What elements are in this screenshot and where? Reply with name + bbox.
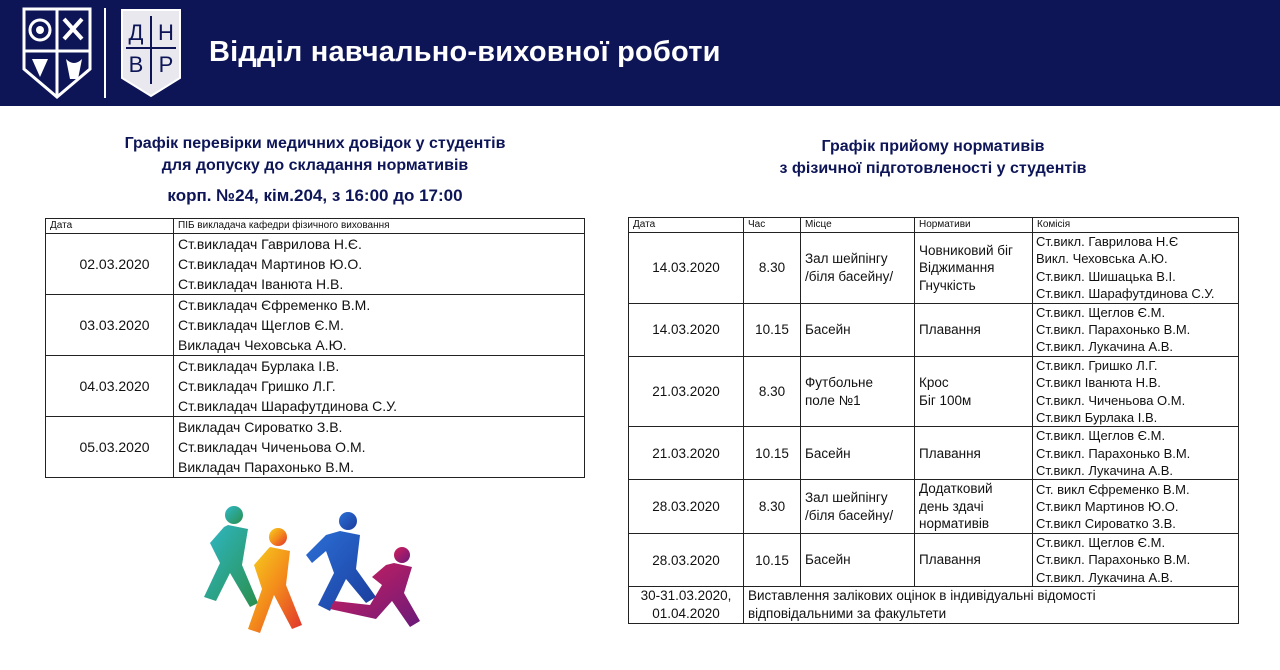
teacher-name: Ст.викладач Єфременко В.М. — [178, 297, 371, 313]
page-header — [0, 0, 1280, 106]
row-time: 8.30 — [744, 233, 801, 304]
left-section-heading — [45, 133, 585, 207]
row-commission — [1033, 356, 1239, 427]
runner-orange-icon — [248, 528, 302, 633]
row-date: 14.03.2020 — [629, 303, 744, 356]
location-info: корп. №24, кім.204, з 16:00 до 17:00 — [167, 186, 463, 205]
norm-line: нормативів — [919, 516, 990, 532]
commission-member: Ст.викл. Щеглов Є.М. — [1036, 428, 1166, 444]
teacher-name: Викладач Сироватко З.В. — [178, 419, 343, 435]
teacher-name: Ст.викладач Чиченьова О.М. — [178, 439, 366, 455]
row-norms — [915, 303, 1033, 356]
commission-member: Ст.викл. Чиченьова О.М. — [1036, 392, 1186, 408]
row-teachers — [174, 356, 585, 417]
row-commission — [1033, 233, 1239, 304]
page-title: Відділ навчально-виховної роботи — [209, 36, 721, 68]
norm-line: Човниковий біг — [919, 242, 1013, 258]
header-divider — [104, 8, 106, 98]
table-row — [629, 356, 1239, 427]
commission-member: Ст.викл. Шарафутдинова С.У. — [1036, 286, 1215, 302]
final-text-line: Виставлення залікових оцінок в індивідуальні відомості — [748, 588, 1096, 604]
place-line: Басейн — [805, 321, 851, 337]
commission-member: Викл. Чеховська А.Ю. — [1036, 251, 1168, 267]
column-header-time: Час — [744, 218, 801, 233]
row-commission — [1033, 303, 1239, 356]
commission-member: Ст.викл. Парахонько В.М. — [1036, 552, 1191, 568]
teacher-name: Ст.викладач Бурлака І.В. — [178, 358, 340, 374]
norm-line: Крос — [919, 375, 949, 391]
commission-member: Ст.викл Іванюта Н.В. — [1036, 375, 1161, 391]
row-place — [801, 480, 915, 534]
table-row — [629, 233, 1239, 304]
table-row — [629, 533, 1239, 586]
table-header-row — [46, 219, 585, 234]
row-date: 03.03.2020 — [46, 295, 174, 356]
row-date: 28.03.2020 — [629, 533, 744, 586]
teacher-name: Викладач Парахонько В.М. — [178, 459, 355, 475]
row-date: 04.03.2020 — [46, 356, 174, 417]
row-norms — [915, 533, 1033, 586]
commission-member: Ст. викл Єфременко В.М. — [1036, 481, 1190, 497]
row-date: 02.03.2020 — [46, 234, 174, 295]
norm-line: день здачі — [919, 498, 984, 514]
place-line: Зал шейпінгу — [805, 490, 888, 506]
row-place — [801, 233, 915, 304]
column-header-commission: Комісія — [1033, 218, 1239, 233]
left-title-line-1: Графік перевірки медичних довідок у студентів — [124, 135, 506, 152]
row-norms — [915, 356, 1033, 427]
column-header-teacher: ПІБ викладача кафедри фізичного виховання — [174, 219, 585, 234]
norm-line: Віджимання — [919, 260, 995, 276]
row-commission — [1033, 533, 1239, 586]
commission-member: Ст.викл Бурлака І.В. — [1036, 409, 1158, 425]
runner-green-icon — [204, 506, 258, 607]
final-row-dates — [629, 587, 744, 624]
teacher-name: Ст.викладач Мартинов Ю.О. — [178, 256, 363, 272]
table-row-final — [629, 587, 1239, 624]
row-date: 05.03.2020 — [46, 417, 174, 478]
medical-check-table — [45, 218, 585, 478]
table-row — [629, 480, 1239, 534]
row-teachers — [174, 417, 585, 478]
norm-line: Плавання — [919, 552, 981, 568]
commission-member: Ст.викл. Шишацька В.І. — [1036, 268, 1176, 284]
row-commission — [1033, 480, 1239, 534]
final-date-line: 01.04.2020 — [652, 606, 720, 622]
row-time: 10.15 — [744, 303, 801, 356]
commission-member: Ст.викл. Гаврилова Н.Є — [1036, 234, 1179, 249]
commission-member: Ст.викл. Парахонько В.М. — [1036, 445, 1191, 461]
row-norms — [915, 233, 1033, 304]
row-teachers — [174, 295, 585, 356]
commission-member: Ст.викл. Парахонько В.М. — [1036, 321, 1191, 337]
commission-member: Ст.викл Мартинов Ю.О. — [1036, 499, 1179, 515]
dnvr-logo — [118, 8, 184, 98]
row-time: 8.30 — [744, 480, 801, 534]
place-line: поле №1 — [805, 392, 861, 408]
column-header-place: Місце — [801, 218, 915, 233]
runner-blue-icon — [306, 512, 376, 611]
row-place — [801, 533, 915, 586]
row-place — [801, 356, 915, 427]
column-header-date: Дата — [46, 219, 174, 234]
row-time: 8.30 — [744, 356, 801, 427]
norm-line: Плавання — [919, 445, 981, 461]
row-commission — [1033, 427, 1239, 480]
logo-letter-3: В — [128, 52, 144, 77]
teacher-name: Викладач Чеховська А.Ю. — [178, 337, 347, 353]
row-time: 10.15 — [744, 533, 801, 586]
row-place — [801, 427, 915, 480]
row-date: 28.03.2020 — [629, 480, 744, 534]
runners-illustration — [190, 493, 438, 653]
row-time: 10.15 — [744, 427, 801, 480]
table-row — [46, 295, 585, 356]
teacher-name: Ст.викладач Гришко Л.Г. — [178, 378, 336, 394]
place-line: Футбольне — [805, 375, 874, 391]
commission-member: Ст.викл. Лукачина А.В. — [1036, 463, 1174, 479]
teacher-name: Ст.викладач Щеглов Є.М. — [178, 317, 344, 333]
commission-member: Ст.викл. Лукачина А.В. — [1036, 569, 1174, 585]
commission-member: Ст.викл. Лукачина А.В. — [1036, 339, 1174, 355]
final-date-line: 30-31.03.2020, — [640, 588, 732, 604]
right-section-heading — [628, 136, 1238, 180]
table-row — [629, 427, 1239, 480]
row-date: 14.03.2020 — [629, 233, 744, 304]
university-logo-icon — [22, 7, 92, 99]
right-title-line-2: з фізичної підготовленості у студентів — [779, 160, 1087, 177]
norm-line: Додатковий — [919, 481, 993, 497]
row-date: 21.03.2020 — [629, 356, 744, 427]
norm-line: Плавання — [919, 321, 981, 337]
commission-member: Ст.викл. Щеглов Є.М. — [1036, 534, 1166, 550]
row-place — [801, 303, 915, 356]
logo-letter-2: Н — [158, 20, 174, 45]
table-row — [46, 356, 585, 417]
table-row — [46, 234, 585, 295]
commission-member: Ст.викл. Гришко Л.Г. — [1036, 357, 1158, 373]
logo-letter-4: Р — [158, 52, 174, 77]
place-line: /біля басейну/ — [805, 507, 894, 523]
table-header-row — [629, 218, 1239, 233]
row-norms — [915, 480, 1033, 534]
logo-letter-1: Д — [128, 20, 144, 45]
final-row-text — [744, 587, 1239, 624]
norms-schedule-table — [628, 217, 1239, 624]
norm-line: Гнучкість — [919, 277, 976, 293]
table-row — [46, 417, 585, 478]
place-line: Басейн — [805, 552, 851, 568]
teacher-name: Ст.викладач Гаврилова Н.Є. — [178, 236, 362, 252]
final-text-line: відповідальними за факультети — [748, 606, 947, 622]
place-line: /біля басейну/ — [805, 268, 894, 284]
commission-member: Ст.викл. Щеглов Є.М. — [1036, 304, 1166, 320]
row-teachers — [174, 234, 585, 295]
commission-member: Ст.викл Сироватко З.В. — [1036, 516, 1176, 532]
column-header-norms: Нормативи — [915, 218, 1033, 233]
teacher-name: Ст.викладач Шарафутдинова С.У. — [178, 398, 398, 414]
column-header-date: Дата — [629, 218, 744, 233]
place-line: Зал шейпінгу — [805, 251, 888, 267]
row-norms — [915, 427, 1033, 480]
table-row — [629, 303, 1239, 356]
place-line: Басейн — [805, 445, 851, 461]
left-title-line-2: для допуску до складання нормативів — [161, 157, 469, 174]
row-date: 21.03.2020 — [629, 427, 744, 480]
norm-line: Біг 100м — [919, 392, 972, 408]
right-title-line-1: Графік прийому нормативів — [821, 138, 1045, 155]
teacher-name: Ст.викладач Іванюта Н.В. — [178, 276, 344, 292]
